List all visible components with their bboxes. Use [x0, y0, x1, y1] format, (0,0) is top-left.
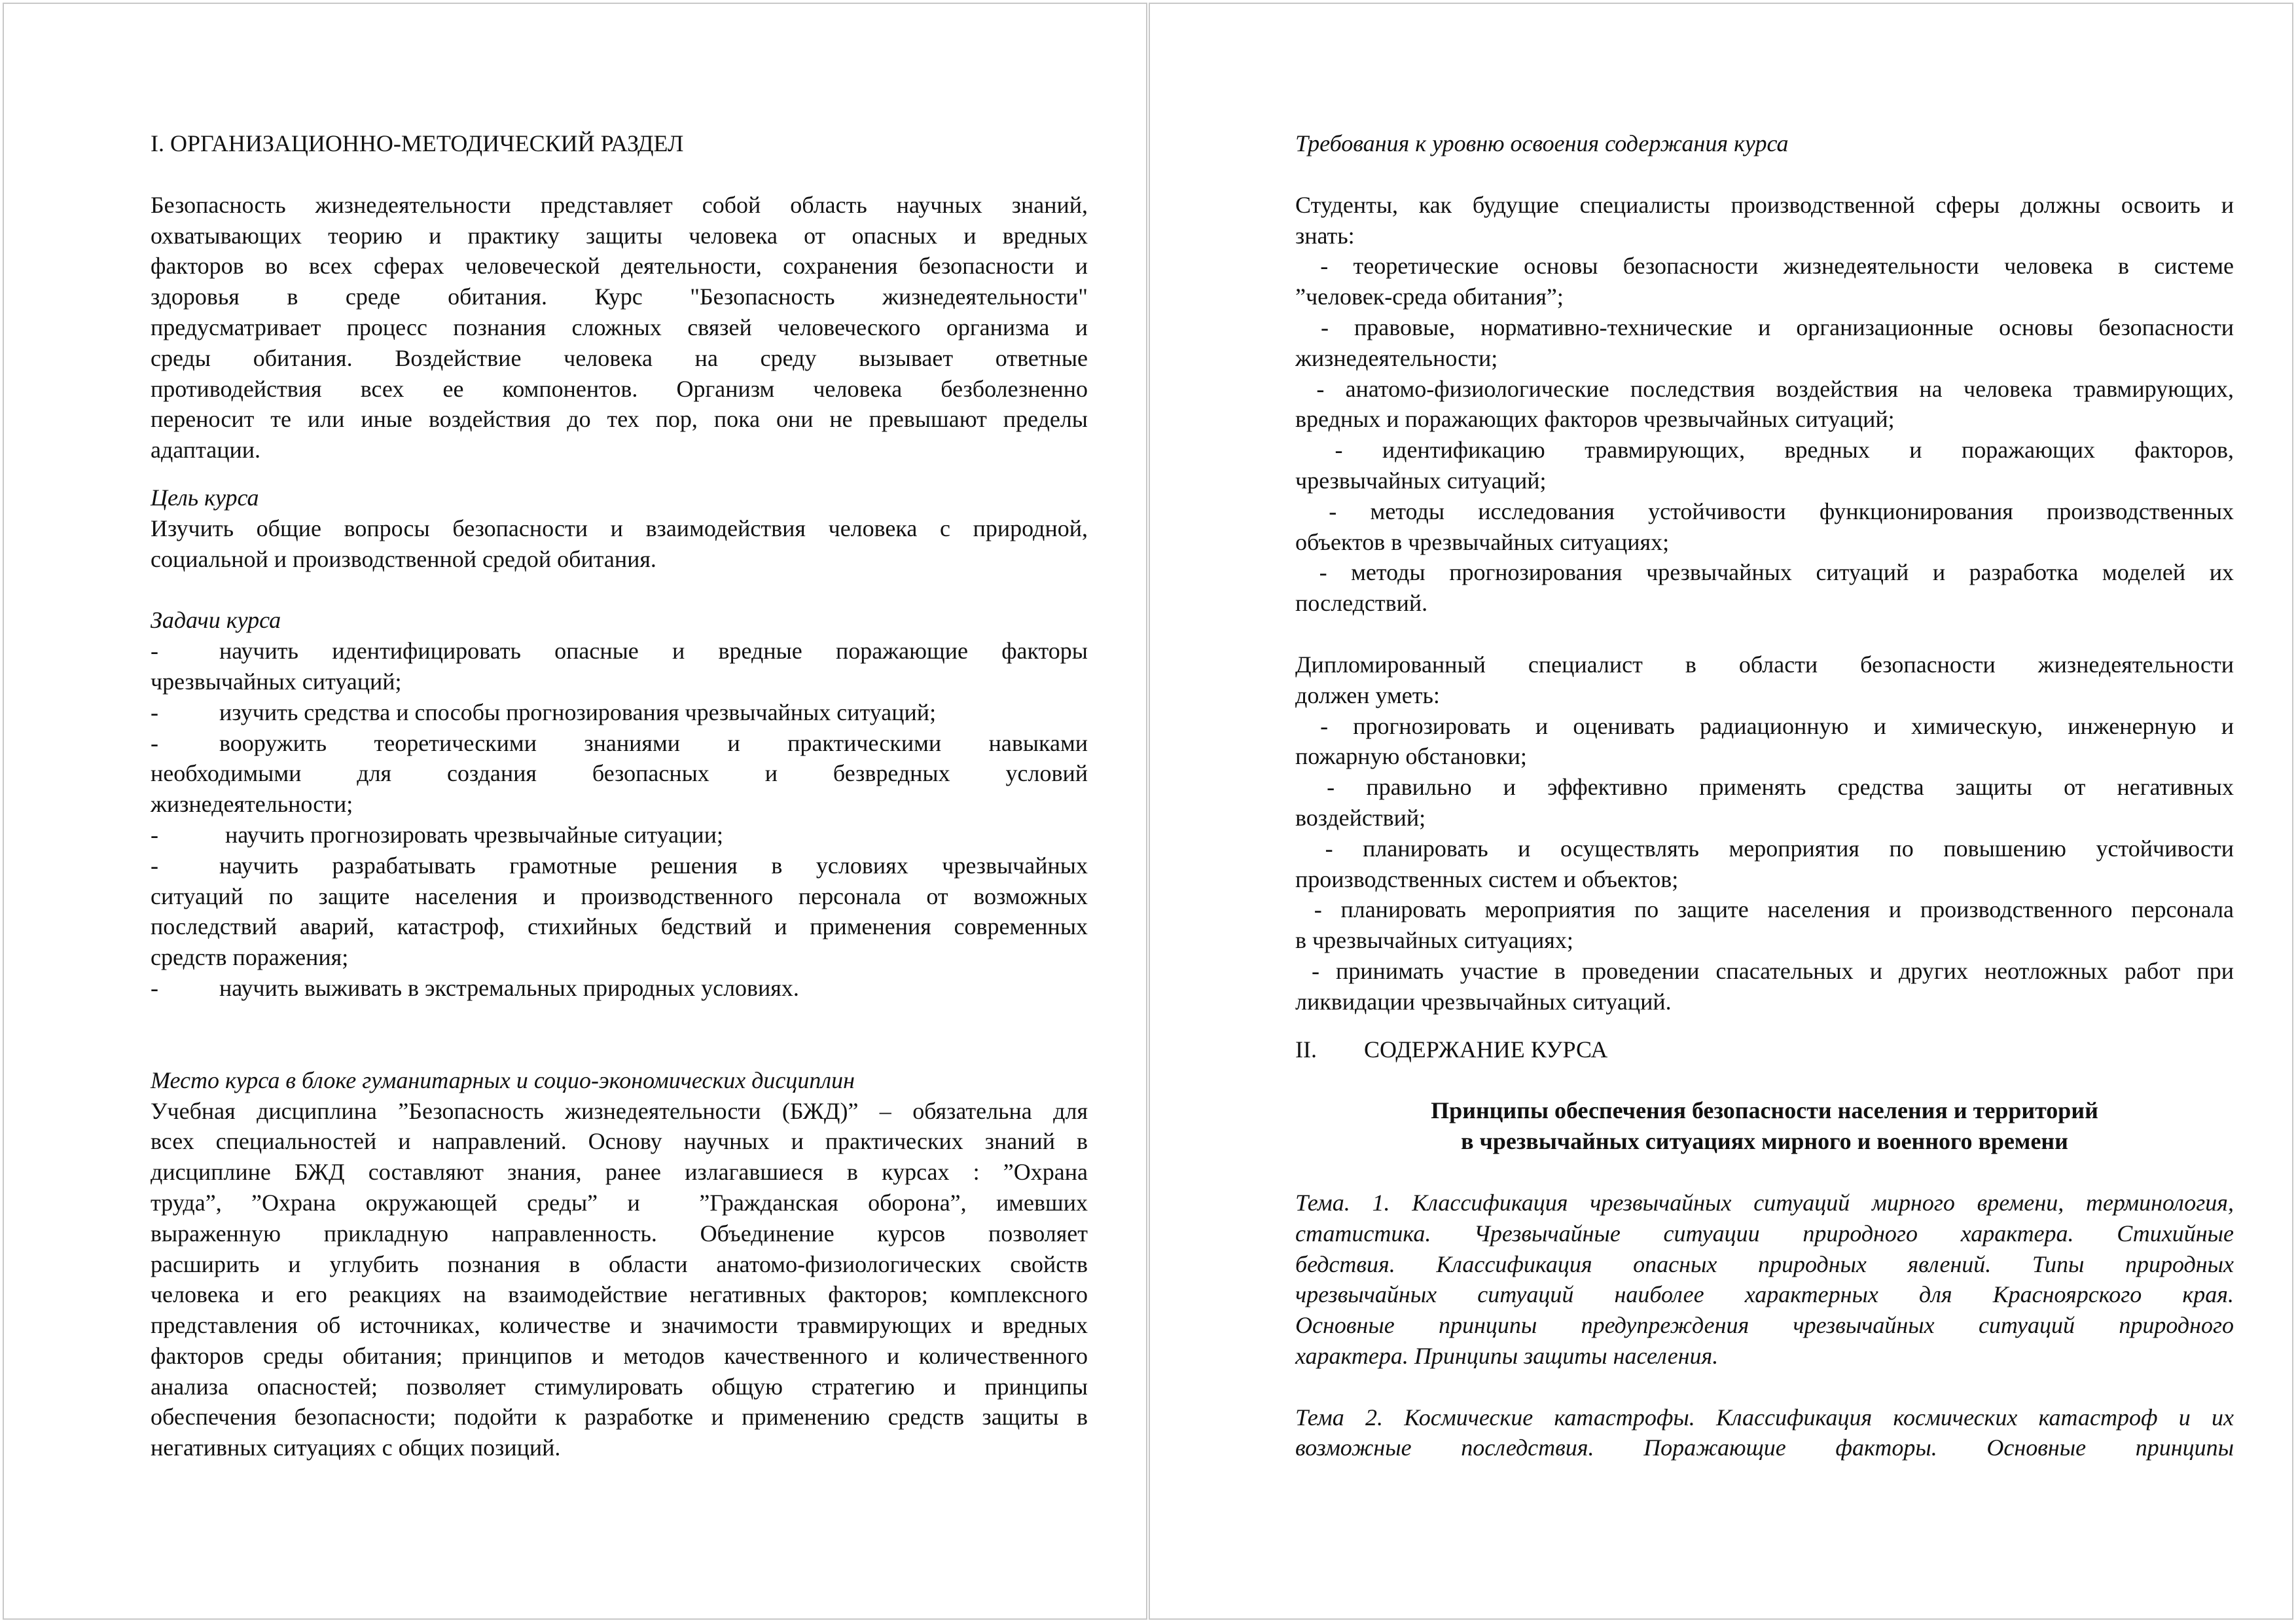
text-line: - планировать мероприятия по защите населения и производственного персонала: [1295, 896, 2234, 923]
text-line: последствий аварий, катастроф, стихийных бедствий и применения современных: [151, 913, 1088, 940]
place-title: Место курса в блоке гуманитарных и социо-экономических дисциплин: [151, 1067, 855, 1093]
text-line: вредных и поражающих факторов чрезвычайных ситуаций;: [1295, 406, 1895, 433]
text-line: среды обитания. Воздействие человека на среду вызывает ответные: [151, 344, 1088, 371]
list-item: [151, 850, 1088, 973]
list-item: [151, 973, 1088, 1004]
section-number: II.: [1295, 1036, 1317, 1063]
left-page: [3, 3, 1147, 1620]
text-line: должен уметь:: [1295, 682, 1440, 708]
text-line: социальной и производственной средой обитания.: [151, 545, 656, 572]
text-line: дисциплине БЖД составляют знания, ранее излагавшиеся в курсах : ”Охрана: [151, 1159, 1088, 1186]
text-line: Тема 2. Космические катастрофы. Классификация космических катастроф и их: [1295, 1404, 2234, 1431]
text-line: - методы исследования устойчивости функционирования производственных: [1295, 498, 2234, 524]
goal-title: Цель курса: [151, 484, 259, 511]
place-paragraph: [151, 1096, 1088, 1464]
text-line: ”человек-среда обитания”;: [1295, 283, 1564, 310]
text-line: статистика. Чрезвычайные ситуации природного характера. Стихийные: [1295, 1220, 2234, 1247]
text-line: воздействий;: [1295, 804, 1426, 831]
text-line: объектов в чрезвычайных ситуациях;: [1295, 528, 1670, 555]
text-line: - принимать участие в проведении спасательных и других неотложных работ при: [1295, 957, 2234, 984]
bullet-dash: -: [151, 699, 158, 725]
list-item: [151, 820, 1088, 850]
text-line: пожарную обстановки;: [1295, 743, 1527, 770]
text-line: расширить и углубить познания в области анатомо-физиологических свойств: [151, 1250, 1088, 1277]
bullet-dash: -: [151, 638, 158, 665]
text-line: чрезвычайных ситуаций;: [151, 668, 402, 695]
know-paragraph: [1295, 190, 2234, 619]
section-title: СОДЕРЖАНИЕ КУРСА: [1364, 1036, 1608, 1063]
text-line: - методы прогнозирования чрезвычайных ситуаций и разработка моделей их: [1295, 559, 2234, 586]
text-line: изучить средства и способы прогнозирования чрезвычайных ситуаций;: [219, 699, 937, 725]
intro-paragraph: [151, 190, 1088, 465]
text-line: представления об источниках, количестве и значимости травмирующих и вредных: [151, 1312, 1088, 1339]
goal-paragraph: [151, 513, 1088, 575]
able-paragraph: [1295, 649, 2234, 1017]
text-line: научить разрабатывать грамотные решения в условиях чрезвычайных: [219, 852, 1088, 879]
right-page: [1149, 3, 2293, 1620]
text-line: Изучить общие вопросы безопасности и взаимодействия человека с природной,: [151, 515, 1088, 541]
theme-1-paragraph: [1295, 1188, 2234, 1372]
text-line: средств поражения;: [151, 944, 349, 971]
tasks-title: Задачи курса: [151, 607, 281, 634]
text-line: факторов во всех сферах человеческой деятельности, сохранения безопасности и: [151, 253, 1088, 280]
text-line: возможные последствия. Поражающие факторы. Основные принципы: [1295, 1434, 2234, 1461]
text-line: в чрезвычайных ситуациях мирного и военного времени: [1461, 1128, 2068, 1155]
text-line: вооружить теоретическими знаниями и практическими навыками: [219, 729, 1088, 756]
text-line: факторов среды обитания; принципов и методов качественного и количественного: [151, 1342, 1088, 1369]
left-column: [151, 128, 1088, 1463]
text-line: противодействия всех ее компонентов. Организм человека безболезненно: [151, 375, 1088, 402]
text-line: - правильно и эффективно применять средства защиты от негативных: [1295, 774, 2234, 801]
text-line: ликвидации чрезвычайных ситуаций.: [1295, 988, 1672, 1015]
text-line: выраженную прикладную направленность. Объединение курсов позволяет: [151, 1220, 1088, 1247]
text-line: ситуаций по защите населения и производственного персонала от возможных: [151, 883, 1088, 909]
list-item: [151, 728, 1088, 820]
bullet-dash: -: [151, 729, 158, 756]
list-item: [151, 636, 1088, 697]
theme-2-paragraph: [1295, 1402, 2234, 1464]
text-line: - прогнозировать и оценивать радиационную и химическую, инженерную и: [1295, 712, 2234, 739]
text-line: труда”, ”Охрана окружающей среды” и ”Гражданская оборона”, имевших: [151, 1189, 1088, 1216]
text-line: Основные принципы предупреждения чрезвычайных ситуаций природного: [1295, 1312, 2234, 1339]
text-line: производственных систем и объектов;: [1295, 866, 1679, 892]
text-line: научить выживать в экстремальных природных условиях.: [219, 974, 799, 1001]
section-heading-1: I. ОРГАНИЗАЦИОННО-МЕТОДИЧЕСКИЙ РАЗДЕЛ: [151, 130, 684, 156]
text-line: - идентификацию травмирующих, вредных и поражающих факторов,: [1295, 437, 2234, 464]
text-line: научить прогнозировать чрезвычайные ситуации;: [219, 821, 723, 848]
section-heading-2: [1295, 1034, 2234, 1065]
principles-heading: [1295, 1095, 2234, 1157]
text-line: знать:: [1295, 222, 1355, 249]
text-line: жизнедеятельности;: [151, 791, 353, 818]
text-line: Принципы обеспечения безопасности населения и территорий: [1431, 1097, 2098, 1124]
bullet-dash: -: [151, 974, 158, 1001]
text-line: характера. Принципы защиты населения.: [1295, 1342, 1719, 1369]
text-line: здоровья в среде обитания. Курс "Безопасность жизнедеятельности": [151, 283, 1088, 310]
text-line: - правовые, нормативно-технические и организационные основы безопасности: [1295, 314, 2234, 340]
text-line: в чрезвычайных ситуациях;: [1295, 927, 1573, 954]
text-line: негативных ситуациях с общих позиций.: [151, 1434, 561, 1461]
right-column: [1295, 128, 2234, 1463]
text-line: - планировать и осуществлять мероприятия по повышению устойчивости: [1295, 835, 2234, 862]
list-item: [151, 697, 1088, 728]
text-line: бедствия. Классификация опасных природных явлений. Типы природных: [1295, 1250, 2234, 1277]
text-line: жизнедеятельности;: [1295, 344, 1498, 371]
text-line: необходимыми для создания безопасных и безвредных условий: [151, 760, 1088, 787]
text-line: всех специальностей и направлений. Основу научных и практических знаний в: [151, 1128, 1088, 1155]
text-line: Учебная дисциплина ”Безопасность жизнедеятельности (БЖД)” – обязательна для: [151, 1097, 1088, 1124]
text-line: Студенты, как будущие специалисты производственной сферы должны освоить и: [1295, 191, 2234, 218]
text-line: чрезвычайных ситуаций;: [1295, 467, 1547, 494]
tasks-list: [151, 636, 1088, 1004]
text-line: чрезвычайных ситуаций наиболее характерных для Красноярского края.: [1295, 1281, 2234, 1308]
bullet-dash: -: [151, 852, 158, 879]
text-line: переносит те или иные воздействия до тех пор, пока они не превышают пределы: [151, 406, 1088, 433]
text-line: последствий.: [1295, 590, 1428, 617]
text-line: - теоретические основы безопасности жизнедеятельности человека в системе: [1295, 253, 2234, 280]
text-line: человека и его реакциях на взаимодействие негативных факторов; комплексного: [151, 1281, 1088, 1308]
requirements-title: Требования к уровню освоения содержания курса: [1295, 130, 1789, 156]
text-line: адаптации.: [151, 437, 261, 464]
text-line: охватывающих теорию и практику защиты человека от опасных и вредных: [151, 222, 1088, 249]
text-line: Дипломированный специалист в области безопасности жизнедеятельности: [1295, 651, 2234, 678]
bullet-dash: -: [151, 821, 158, 848]
text-line: анализа опасностей; позволяет стимулировать общую стратегию и принципы: [151, 1373, 1088, 1400]
text-line: Тема. 1. Классификация чрезвычайных ситуаций мирного времени, терминология,: [1295, 1189, 2234, 1216]
text-line: Безопасность жизнедеятельности представляет собой область научных знаний,: [151, 191, 1088, 218]
text-line: обеспечения безопасности; подойти к разработке и применению средств защиты в: [151, 1404, 1088, 1431]
text-line: - анатомо-физиологические последствия воздействия на человека травмирующих,: [1295, 375, 2234, 402]
text-line: научить идентифицировать опасные и вредные поражающие факторы: [219, 638, 1088, 665]
text-line: предусматривает процесс познания сложных связей человеческого организма и: [151, 314, 1088, 340]
